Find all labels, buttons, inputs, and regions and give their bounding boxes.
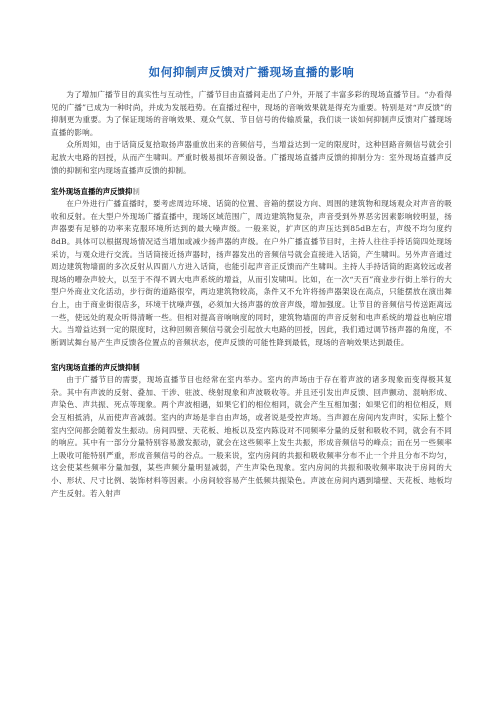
- section-heading-indoor: 室内现场直播的声反馈抑制: [51, 363, 140, 373]
- document-title: 如何抑制声反馈对广播现场直播的影响: [148, 65, 355, 79]
- section-outdoor-paragraph-1: 在户外进行广播直播时，要考虑周边环境、话筒的位置、音箱的摆设方向、周围的建筑物和现场观众对声音的吸收和反射。在大型户外现场广播直播中，现场区域范围广，周边建筑物复杂，声音受到外界恶劣因素影响较明显，扬声器要有足够的功率来克服环境所达到的最大噪声级。一般来说，扩声区的声压达到85dB左右，声级不均匀度约8dB。具体可以根据现场情况适当增加或减少扬声器的声级。在户外广播直播节目时，主持人往往手持话筒四处现场采访，与观众进行交流。当话筒接近扬声器时，扬声器发出的音频信号就会直接进入话筒，产生啸叫。另外声音通过周边建筑物墙面的多次反射从四面八方进入话筒，也能引起声音正反馈而产生啸叫。主持人手持话筒的距离较远或者现场的嘈杂声较大，以至于不得不调大电声系统的增益，从而引发啸叫。比如，在一次“天百”商业步行街上举行的大型户外商业文化活动，步行街的道路很窄，两边建筑物较高，条件又不允许将扬声器架设在高点，只能摆放在演出舞台上，由于商业街很店多，环境干扰噪声强，必须加大扬声器的放音声级，增加强度。让节目的音频信号传送距离远一些，使远处的观众听得清晰一些。但相对提高音响响度的同时，建筑物墙面的声音反射和电声系统的增益也响应增大。当增益达到一定的限度时，这种回频音频信号就会引起放大电路的回授，因此，我们通过调节扬声器的角度，不断调试舞台易产生声反馈各位置点的音频状态，使声反馈的可能性降到最低，现场的音响效果达到最佳。: [51, 199, 452, 347]
- intro-paragraph-1: 为了增加广播节目的真实性与互动性，广播节目由直播间走出了户外，开展了丰富多彩的现场直播节目。“办看得见的广播”已成为一种时尚，并成为发展趋势。在直播过程中，现场的音响效果就是得充为重要。特别是对“声反馈”的抑制更为重要。为了保证现场的音响效果、观众气氛、节目信号的传输质量，我们谈一谈如何抑制声反馈对广播现场直播的影响。: [51, 90, 452, 137]
- intro-block: [51, 89, 452, 177]
- section-heading-outdoor: [51, 186, 452, 198]
- section-outdoor: [51, 186, 452, 349]
- section-indoor-paragraph-1: 由于广播节目的需要，现场直播节目也经常在室内举办。室内的声场由于存在着声波的诸多现象而变得极其复杂。其中有声波的反射、叠加、干涉、驻波、绕射现象和声波吸收等。并且还引发出声反馈、回声颤动、混响形成、声染色、声共振、死点等现象。两个声波相遇，如果它们的相位相同，就会产生互相加强；如果它们的相位相反，则会互相抵消，从而使声音减弱。室内的声场是非自由声场，或者说是受控声场。当声源在房间内发声时，实际上整个室内空间都会随着发生振动。房间四壁、天花板、地板以及室内陈设对不同频率分量的反射和吸收不同，就会有不同的响应。其中有一部分分量特别容易激发振动，就会在这些频率上发生共振，形成音频信号的峰点；而在另一些频率上吸收可能特别严重，形成音频信号的谷点。一般来说，室内房间的共振和吸收频率分布不止一个并且分布不均匀，这会使某些频率分量加强，某些声频分量明显减弱，产生声染色现象。室内房间的共振和吸收频率取决于房间的大小、形状、尺寸比例、装饰材料等因素。小房间较容易产生低频共振染色。声波在房间内遇到墙壁、天花板、地板均产生反射。若入射声: [51, 375, 452, 498]
- section-heading-outdoor-tail: 制: [132, 187, 140, 197]
- section-indoor: [51, 362, 452, 500]
- section-heading-outdoor-text: 室外现场直播的声反馈抑: [51, 187, 133, 197]
- intro-paragraph-2: 众所周知，由于话筒反复拾取扬声器重放出来的音频信号，当增益达到一定的限度时，这种回路音频信号就会引起放大电路的回授，从而产生啸叫。严重时极易损坏音频设备。广播现场直播声反馈的抑制分为：室外现场直播声反馈的抑制和室内现场直播声反馈的抑制。: [51, 140, 452, 175]
